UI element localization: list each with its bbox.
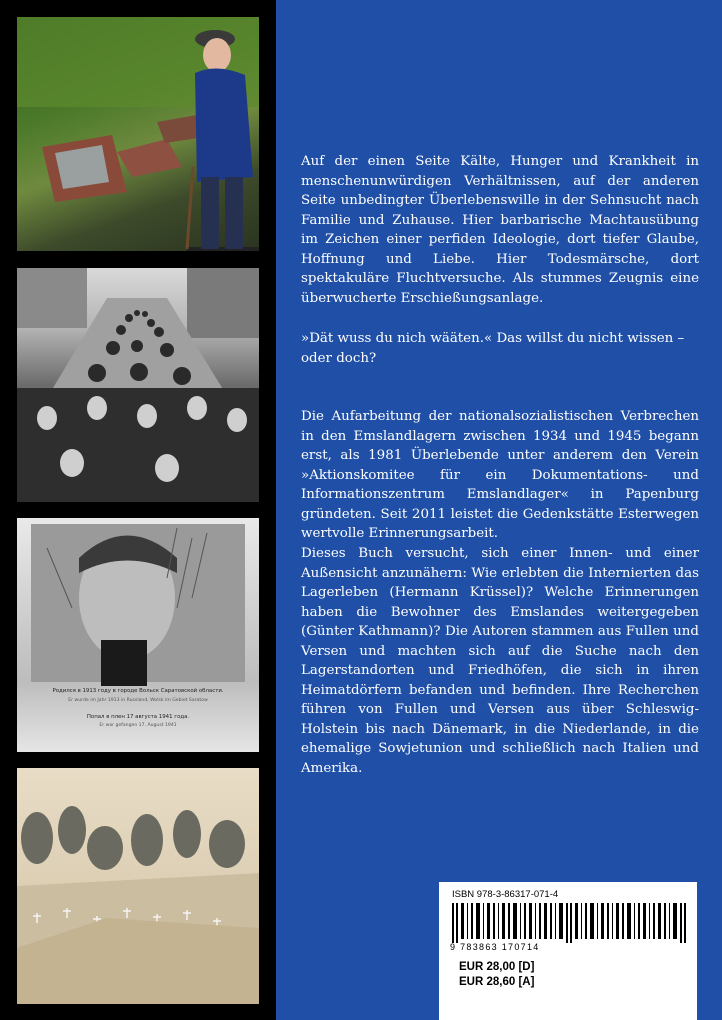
barcode-bars — [450, 903, 688, 943]
grave-caption-ru1: Родился в 1913 году в городе Вольск Саратовской области. — [52, 688, 224, 694]
photo-grave-portrait — [17, 518, 259, 752]
grave-caption-de1: Er wurde im Jahr 1913 in Russland, Wolsk im Gebiet Saratow — [68, 698, 208, 703]
blurb-paragraph-1: Auf der einen Seite Kälte, Hunger und Krankheit in menschenunwürdigen Verhältnissen, auf der anderen Seite unbedingter Überlebenswille in der Sehnsucht nach Familie und Zuhause. Hier barbarische Machtausübung im Zeichen einer perfiden Ideologie, dort tiefer Glaube, Hoffnung und Liebe. Hier Todesmärsche, dort spektakuläre Fluchtversuche. Als stummes Zeugnis eine überwucherte Erschießungsanlage. — [301, 154, 699, 306]
isbn-text: ISBN 978-3-86317-071-4 — [452, 889, 559, 900]
blurb-quote: »Dät wuss du nich wääten.« Das willst du nicht wissen – oder doch? — [301, 331, 685, 366]
blurb-paragraph-2: Die Aufarbeitung der nationalsozialistischen Verbrechen in den Emslandlagern zwischen 1934 und 1945 begann erst, als 1981 Überlebende unter anderem den Verein »Aktionskomitee für ein Dokumentations- und Informationszentrum Emslandlager« in Papenburg gründeten. Seit 2011 leistet die Gedenkstätte Esterwegen wertvolle Erinnerungsarbeit. — [301, 409, 699, 541]
blurb-paragraph-3: Dieses Buch versucht, sich einer Innen- und einer Außensicht anzunähern: Wie erlebten die Internierten das Lagerleben (Hermann Krüssel)? Welche Erinnerungen haben die Bewohner des Emslandes weitergegeben (Günter Kathmann)? Die Autoren stammen aus Fullen und Versen und machten sich auf die Suche nach den Lagerstandorten und Friedhöfen, die sich in ihren Heimatdörfern befanden und befinden. Ihre Recherchen führen von Fullen und Versen aus über Schleswig-Holstein bis nach Dänemark, in die Niederlande, in die ehemalige Sowjetunion und schließlich nach Italien und Amerika. — [301, 546, 699, 776]
barcode-digits: 9 783863 170714 — [450, 942, 540, 952]
price-austria: EUR 28,60 [A] — [459, 976, 535, 988]
photo-prisoner-column — [17, 268, 259, 502]
photo-strip — [0, 0, 276, 1020]
photo-cemetery-drawing — [17, 768, 259, 1004]
price-germany: EUR 28,00 [D] — [459, 961, 535, 973]
photo-memorial-visitor — [17, 17, 259, 251]
grave-caption-de2: Er war gefangen 17. August 1941 — [99, 723, 177, 728]
grave-caption-ru2: Попал в плен 17 августа 1941 года. — [86, 714, 190, 720]
